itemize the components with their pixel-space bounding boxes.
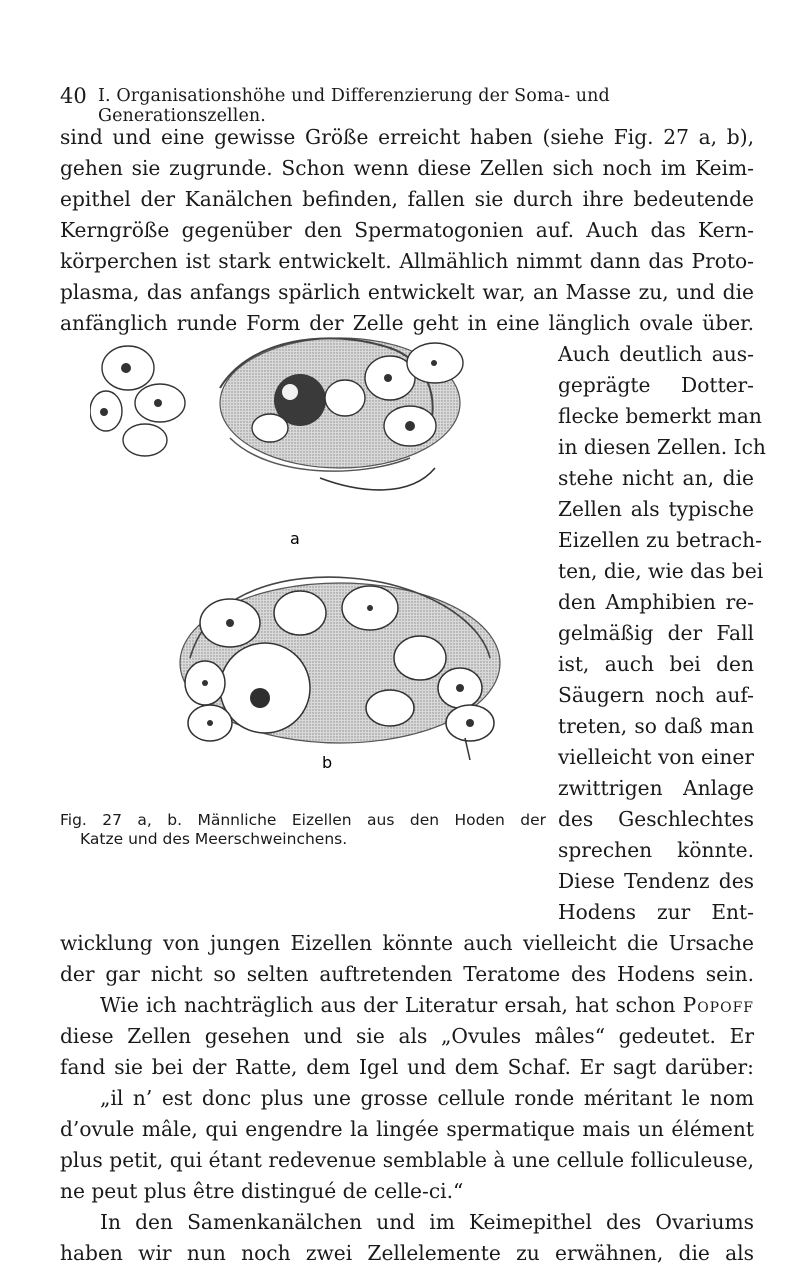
body-line: körperchen ist stark entwickelt. Allmählich nimmt dann das Proto-	[60, 249, 754, 273]
body-line: sind und eine gewisse Größe erreicht haben (siehe Fig. 27 a, b),	[60, 125, 754, 149]
side-line: geprägte Dotter-	[558, 373, 754, 397]
side-line: stehe nicht an, die	[558, 466, 754, 490]
body-text: Wie ich nachträglich aus der Literatur ersah, hat schon	[100, 993, 676, 1017]
body-line: ne peut plus être distingué de celle-ci.“	[60, 1179, 464, 1203]
cell-illustration	[90, 328, 550, 768]
page-number: 40	[60, 84, 87, 108]
figure-label-a: a	[290, 529, 300, 548]
running-head: I. Organisationshöhe und Differenzierung der Soma- und Generationszellen.	[98, 86, 610, 126]
page-header	[60, 84, 750, 126]
side-line: zwittrigen Anlage	[558, 776, 754, 800]
body-line: In den Samenkanälchen und im Keimepithel des Ovariums	[100, 1210, 754, 1234]
body-line: haben wir nun noch zwei Zellelemente zu erwähnen, die als	[60, 1241, 754, 1265]
side-line: ist, auch bei den	[558, 652, 754, 676]
caption-line: Fig. 27 a, b. Männliche Eizellen aus den Hoden der	[60, 811, 546, 829]
body-line: plasma, das anfangs spärlich entwickelt war, an Masse zu, und die	[60, 280, 754, 304]
figure-a-cells	[90, 338, 463, 490]
body-line	[100, 992, 754, 1018]
body-line: anfänglich runde Form der Zelle geht in eine länglich ovale über.	[60, 311, 754, 335]
side-line: Hodens zur Ent-	[558, 900, 754, 924]
body-line: „il n’ est donc plus une grosse cellule ronde méritant le nom	[100, 1086, 754, 1110]
body-line: gehen sie zugrunde. Schon wenn diese Zellen sich noch im Keim-	[60, 156, 754, 180]
figure-27	[90, 328, 550, 768]
body-line: epithel der Kanälchen befinden, fallen sie durch ihre bedeutende	[60, 187, 754, 211]
side-line: treten, so daß man	[558, 714, 754, 738]
side-line: vielleicht von einer	[558, 745, 754, 769]
body-line: diese Zellen gesehen und sie als „Ovules mâles“ gedeutet. Er	[60, 1024, 754, 1048]
side-line: gelmäßig der Fall	[558, 621, 754, 645]
figure-caption	[60, 811, 546, 849]
side-line: Eizellen zu betrach-	[558, 528, 762, 552]
caption-line: Katze und des Meerschweinchens.	[80, 830, 348, 848]
figure-label-b: b	[322, 753, 333, 768]
side-line: Diese Tendenz des	[558, 869, 754, 893]
side-line: den Amphibien re-	[558, 590, 754, 614]
body-line: fand sie bei der Ratte, dem Igel und dem Schaf. Er sagt darüber:	[60, 1055, 754, 1079]
side-line: Auch deutlich aus-	[558, 342, 754, 366]
body-line: d’ovule mâle, qui engendre la lingée spermatique mais un élément	[60, 1117, 754, 1141]
side-line: flecke bemerkt man	[558, 404, 762, 428]
side-line: Zellen als typische	[558, 497, 754, 521]
body-line: plus petit, qui étant redevenue semblable à une cellule folliculeuse,	[60, 1148, 754, 1172]
figure-b-cells	[180, 577, 500, 760]
side-line: in diesen Zellen. Ich	[558, 435, 766, 459]
body-line: Kerngröße gegenüber den Spermatogonien auf. Auch das Kern-	[60, 218, 754, 242]
side-line: sprechen könnte.	[558, 838, 754, 862]
side-line: des Geschlechtes	[558, 807, 754, 831]
body-line: der gar nicht so selten auftretenden Teratome des Hodens sein.	[60, 962, 754, 986]
body-line: wicklung von jungen Eizellen könnte auch vielleicht die Ursache	[60, 931, 754, 955]
side-line: ten, die, wie das bei	[558, 559, 764, 583]
side-line: Säugern noch auf-	[558, 683, 754, 707]
author-name: Popoff	[682, 993, 754, 1017]
